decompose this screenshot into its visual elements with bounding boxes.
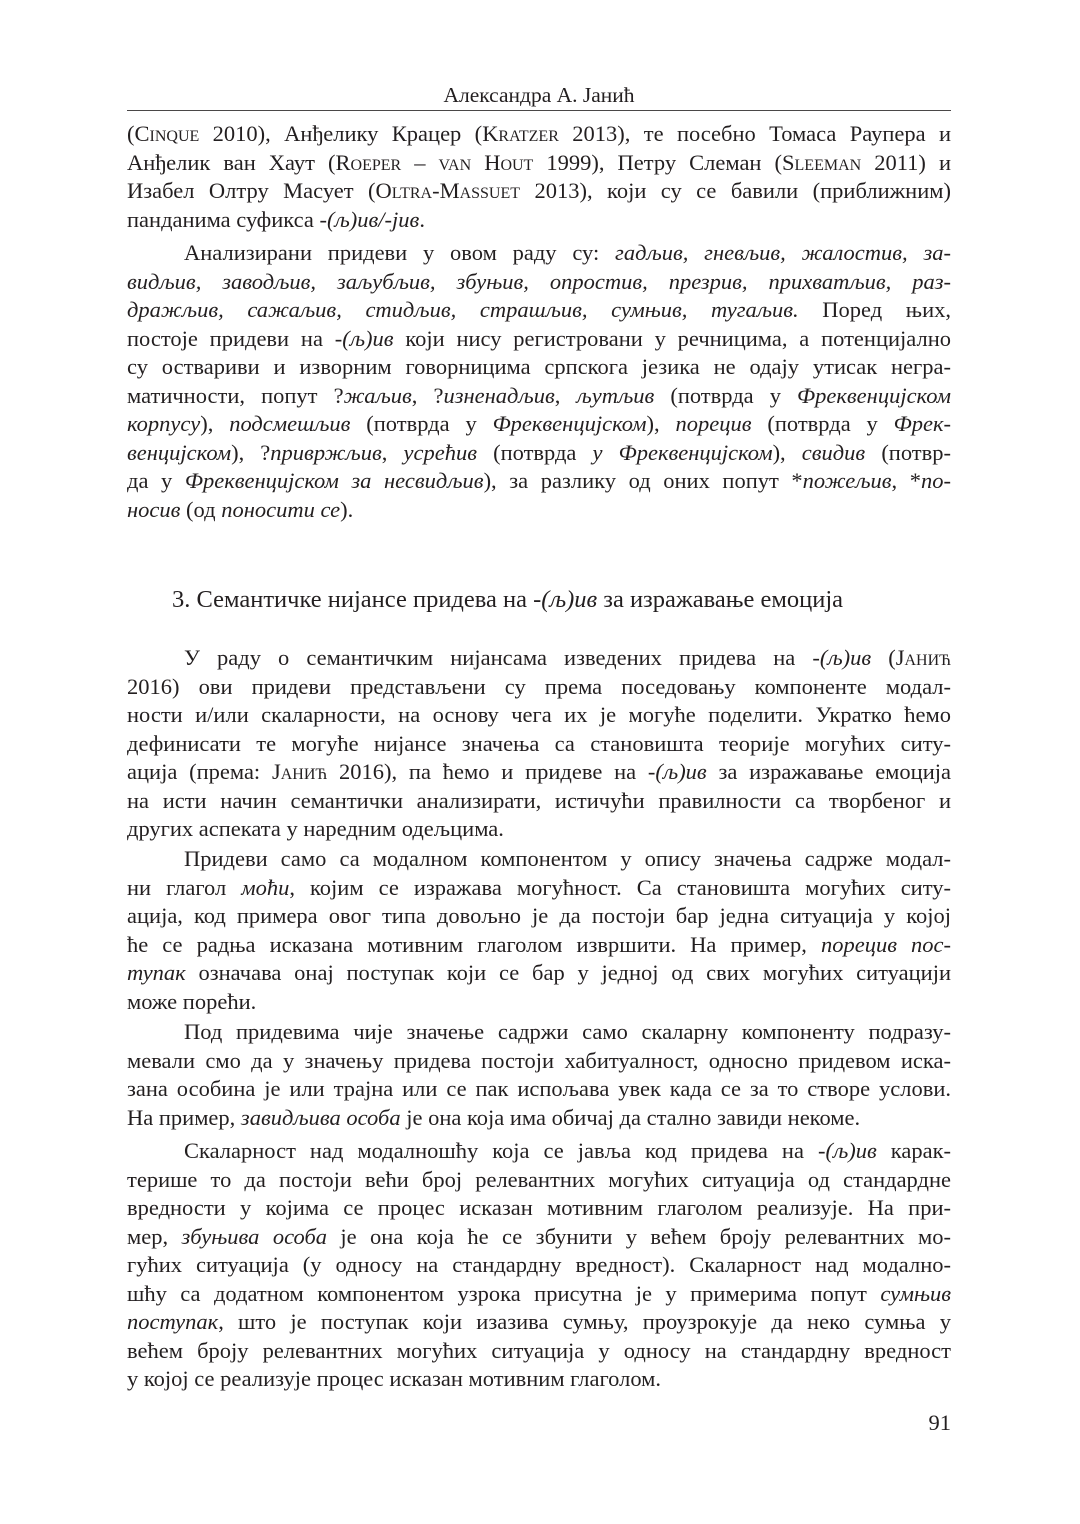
text-line-content xyxy=(172,586,843,613)
text-line xyxy=(127,382,951,411)
italic-term: подсмешљив xyxy=(229,411,351,436)
text-run: на исти начин семантички анализирати, истичући правилности са творбеног и xyxy=(127,787,951,813)
text-line xyxy=(127,1166,951,1195)
text-run: постоје придеви на xyxy=(127,325,335,351)
text-line xyxy=(127,1018,951,1047)
italic-term: порецив xyxy=(675,411,752,436)
small-caps-citation: Roeper – van Hout xyxy=(335,149,534,175)
text-line-content xyxy=(184,1019,951,1044)
text-run: 2016) ови придеви представљени су према поседовању компоненте модал- xyxy=(127,673,951,699)
text-run: карак- xyxy=(876,1138,951,1163)
italic-term: завидљива особа xyxy=(240,1104,401,1130)
text-run: ација (према: xyxy=(127,759,272,784)
text-line-content xyxy=(127,269,951,294)
text-run: дефинисати те могуће нијансе значења са становишта теорије могућих ситу- xyxy=(127,730,951,756)
text-line xyxy=(127,1104,951,1133)
text-line xyxy=(127,874,951,903)
italic-term: -(љ)ив/-јив xyxy=(319,206,420,232)
text-run: за изражавање емоција xyxy=(597,586,844,613)
italic-term: по- xyxy=(921,468,951,493)
text-line xyxy=(127,902,951,931)
text-run: 2013), те посебно Томаса Раупера и xyxy=(558,121,952,146)
text-line-content xyxy=(127,1281,951,1306)
paragraph-modal-component xyxy=(127,845,951,1016)
italic-term: -(љ)ив xyxy=(533,586,598,613)
italic-term: корпусу xyxy=(127,411,201,436)
text-run: других аспеката у наредним одељцима. xyxy=(127,816,504,841)
text-run: већем броју релевантних могућих ситуација у односу на стандардну вредност xyxy=(127,1337,951,1363)
text-run: мер, xyxy=(127,1223,182,1249)
text-line xyxy=(127,1251,951,1280)
text-line xyxy=(127,268,951,297)
text-run: Скаларност над модалношћу која се јавља код придева на xyxy=(184,1138,818,1163)
text-line xyxy=(172,585,951,615)
text-run: ). xyxy=(340,496,354,522)
text-run: ни глагол xyxy=(127,874,242,900)
text-run: за изражавање емоција xyxy=(706,759,951,784)
text-line xyxy=(127,239,951,268)
text-line-content xyxy=(127,1224,951,1249)
text-line xyxy=(127,149,951,178)
text-line xyxy=(127,701,951,730)
text-line-content xyxy=(127,875,951,900)
text-line-content xyxy=(127,326,951,351)
text-line xyxy=(127,1137,951,1166)
text-line xyxy=(127,206,951,235)
section-heading xyxy=(172,585,951,615)
text-run: , ? xyxy=(411,382,444,408)
italic-term: гадљив, гневљив, жалостив, за- xyxy=(615,240,951,265)
italic-term: свидив xyxy=(801,439,866,465)
text-line-content xyxy=(127,1252,951,1277)
text-line-content xyxy=(127,1366,661,1391)
text-line xyxy=(127,730,951,759)
text-run: 2016), па ћемо и придеве на xyxy=(327,759,648,784)
text-line xyxy=(127,959,951,988)
header-rule xyxy=(127,110,951,111)
italic-term: -(љ)ив xyxy=(647,759,707,784)
italic-term: жаљив xyxy=(343,382,412,408)
italic-term: сумњив xyxy=(880,1280,951,1306)
text-line xyxy=(127,439,951,468)
text-run: ности и/или скаларности, на основу чега их је могуће поделити. Укратко ћемо xyxy=(127,702,951,727)
text-run: 2011) и xyxy=(861,149,951,175)
running-header: Александра А. Јанић xyxy=(443,83,635,107)
text-run: 1999), Петру Слеман ( xyxy=(533,149,783,175)
paragraph-adjectives xyxy=(127,239,951,524)
italic-term: носив xyxy=(127,496,181,522)
text-line xyxy=(127,1280,951,1309)
italic-term: поступак xyxy=(127,1309,219,1334)
text-line xyxy=(127,1308,951,1337)
paragraph-scalar-component xyxy=(127,1018,951,1132)
text-run: У раду о семантичким нијансама изведених придева на xyxy=(184,645,813,670)
text-run: ( xyxy=(127,121,135,146)
text-line xyxy=(127,296,951,325)
text-run: ), xyxy=(772,439,802,465)
text-line xyxy=(127,325,951,354)
text-run: ће се радња исказана мотивним глаголом извршити. На пример, xyxy=(127,931,821,957)
text-run: 2010), Анђелику Крацер ( xyxy=(199,121,483,146)
text-line-content xyxy=(184,846,951,871)
text-line-content xyxy=(127,1195,951,1220)
italic-term: порецив пос- xyxy=(820,931,951,957)
text-run: Поред њих, xyxy=(798,297,951,322)
text-run: Анђелик ван Хаут ( xyxy=(127,149,336,175)
text-run: (потврда у xyxy=(751,411,894,436)
italic-term: Фреквенцијском xyxy=(797,382,951,408)
text-line-content xyxy=(127,903,951,928)
text-line xyxy=(127,931,951,960)
text-run: шћу са додатном компонентом узрока присутна је у примерима попут xyxy=(127,1280,881,1306)
text-line-content xyxy=(127,1076,951,1101)
text-run: ), xyxy=(646,411,676,436)
text-run: (од xyxy=(180,496,222,522)
text-run: Под придевима чије значење садржи само скаларну компоненту подразу- xyxy=(184,1019,951,1044)
text-run: (потврда у xyxy=(654,382,798,408)
text-run: , xyxy=(381,439,404,465)
text-run: Придеви само са модалном компонентом у опису значења садрже модал- xyxy=(184,846,951,871)
text-run: (потврда xyxy=(476,439,593,465)
text-run: може порећи. xyxy=(127,988,257,1014)
text-line-content xyxy=(184,645,951,670)
text-run: На пример, xyxy=(127,1104,241,1130)
text-run: 3. Семантичке нијансе придева на xyxy=(172,586,534,613)
text-line-content xyxy=(127,1338,951,1363)
text-run: (потвр- xyxy=(865,439,952,465)
text-run: ација, код примера овог типа довољно је да постоји бар једна ситуација у којој xyxy=(127,903,951,928)
text-run: вредности у којима се процес исказан мотивним глаголом реализује. На при- xyxy=(127,1195,951,1220)
text-line-content xyxy=(127,702,951,727)
text-line xyxy=(127,1047,951,1076)
text-line xyxy=(127,673,951,702)
italic-term: Фреквенцијском xyxy=(492,411,647,436)
text-run: су оствариви и изворним говорницима српскога језика не одају утисак негра- xyxy=(127,354,951,379)
text-run: означава онај поступак који се бар у једној од свих могућих ситуацији xyxy=(185,960,951,985)
small-caps-citation: Јанић xyxy=(271,759,328,784)
text-line-content xyxy=(127,497,353,522)
text-run: панданима суфикса xyxy=(127,206,320,232)
italic-term: -(љ)ив xyxy=(334,325,394,351)
text-run: . xyxy=(419,206,425,232)
text-line-content xyxy=(127,1048,951,1073)
italic-term: моћи xyxy=(241,874,290,900)
text-run: Изабел Олтру Масует ( xyxy=(127,178,376,203)
text-line-content xyxy=(127,1105,860,1130)
text-run: гућих ситуација (у односу на стандардну вредност). Скаларност над модално- xyxy=(127,1252,951,1277)
italic-term: дражљив, сажаљив, стидљив, страшљив, сумњив, тугаљив. xyxy=(127,297,799,322)
page-number: 91 xyxy=(928,1410,951,1435)
text-line-content xyxy=(127,354,951,379)
italic-term: пожељив xyxy=(802,468,892,493)
text-line-content xyxy=(127,440,951,465)
text-line-content xyxy=(127,1309,951,1334)
text-line xyxy=(127,644,951,673)
text-run: , што је поступак који изазива сумњу, проузрокује да неко сумња у xyxy=(218,1309,951,1334)
italic-term: изненадљив xyxy=(443,382,555,408)
text-run: 2013), који су се бавили (приближним) xyxy=(520,178,951,203)
paragraph-continued xyxy=(127,120,951,234)
paragraph-scalarity-over-modality xyxy=(127,1137,951,1394)
text-line xyxy=(127,177,951,206)
text-line-content xyxy=(127,383,951,408)
text-run: је она која ће се збунити у већем броју релевантних мо- xyxy=(327,1223,951,1249)
italic-term: -(љ)ив xyxy=(817,1138,877,1163)
text-run: је она која има обичај да стално завиди некоме. xyxy=(400,1104,861,1130)
text-run: зана особина је или трајна или се пак испољава увек када се за то створе услови. xyxy=(127,1076,951,1101)
text-line xyxy=(127,120,951,149)
text-line-content xyxy=(127,731,951,756)
text-line xyxy=(127,1194,951,1223)
italic-term: усрећив xyxy=(403,439,477,465)
text-line-content xyxy=(127,674,951,699)
text-run: терише то да постоји већи број релевантних могућих ситуација од стандардне xyxy=(127,1166,951,1192)
italic-term: поносити се xyxy=(221,496,341,522)
italic-term: венцијском xyxy=(127,439,232,465)
text-line-content xyxy=(127,788,951,813)
italic-term: -(љ)ив xyxy=(812,645,872,670)
text-line-content xyxy=(127,207,425,232)
text-line-content xyxy=(127,468,951,493)
small-caps-citation: Sleeman xyxy=(782,149,862,175)
text-line xyxy=(127,988,951,1017)
text-line xyxy=(127,1075,951,1104)
italic-term: Фрек- xyxy=(893,411,951,436)
text-run: , xyxy=(554,382,577,408)
text-run: ( xyxy=(871,645,896,670)
text-line xyxy=(127,787,951,816)
text-line-content xyxy=(127,960,951,985)
text-run: ), xyxy=(200,411,230,436)
text-line-content xyxy=(127,150,951,175)
italic-term: видљив, заводљив, заљубљив, збуњив, опростив, презрив, прихватљив, раз- xyxy=(127,268,951,294)
text-run: матичности, попут ? xyxy=(127,382,344,408)
text-run: Анализирани придеви у овом раду су: xyxy=(184,240,616,265)
text-line xyxy=(127,353,951,382)
small-caps-citation: Oltra-Massuet xyxy=(375,178,521,203)
small-caps-citation: Јанић xyxy=(895,645,951,670)
text-run: (потврда у xyxy=(350,411,493,436)
italic-term: привржљив xyxy=(270,439,382,465)
text-run: ), ? xyxy=(231,439,271,465)
text-line xyxy=(127,496,951,525)
italic-term: тупак xyxy=(127,960,186,985)
text-line xyxy=(127,467,951,496)
text-run: ), за разлику од оних попут * xyxy=(483,468,803,493)
text-line xyxy=(127,1223,951,1252)
paragraph-semantic-nuances xyxy=(127,644,951,844)
text-run: који нису регистровани у речницима, а потенцијално xyxy=(393,325,951,351)
text-run: у којој се реализује процес исказан мотивним глаголом. xyxy=(127,1366,662,1391)
text-line-content xyxy=(184,240,951,265)
text-run: , којим се изражава могућност. Са становишта могућих ситу- xyxy=(289,874,952,900)
text-line xyxy=(127,1337,951,1366)
italic-term: у Фреквенцијском xyxy=(592,439,773,465)
text-line-content xyxy=(127,989,256,1014)
text-line xyxy=(127,1365,951,1394)
text-line-content xyxy=(127,1167,951,1192)
text-line-content xyxy=(127,121,951,146)
text-run: , * xyxy=(891,468,921,493)
italic-term: збуњива особа xyxy=(181,1223,328,1249)
italic-term: Фреквенцијском за несвидљив xyxy=(184,468,484,493)
text-line-content xyxy=(184,1138,951,1163)
text-line-content xyxy=(127,411,951,436)
text-line-content xyxy=(127,178,951,203)
italic-term: љутљив xyxy=(576,382,655,408)
text-line xyxy=(127,410,951,439)
text-line xyxy=(127,845,951,874)
small-caps-citation: Kratzer xyxy=(482,121,559,146)
text-line-content xyxy=(127,297,951,322)
text-line-content xyxy=(127,816,504,841)
small-caps-citation: Cinque xyxy=(134,121,200,146)
text-line xyxy=(127,758,951,787)
text-run: да у xyxy=(127,468,185,493)
text-line-content xyxy=(127,759,951,784)
text-line-content xyxy=(127,932,951,957)
text-line xyxy=(127,815,951,844)
text-run: мевали смо да у значењу придева постоји хабитуалност, односно придевом иска- xyxy=(127,1047,951,1073)
